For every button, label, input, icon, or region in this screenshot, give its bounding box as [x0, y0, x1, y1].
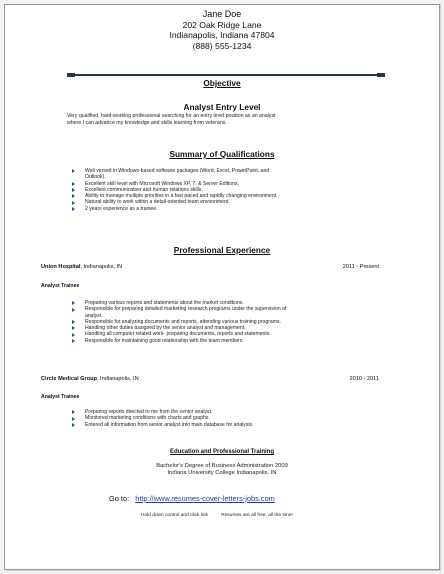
resume-site-link[interactable]: http://www.resumes-cover-letters-jobs.com: [135, 494, 275, 503]
list-item: Outlook).: [85, 174, 106, 181]
goto-label: Go to:: [109, 494, 130, 503]
company-name: Union Hospital: [41, 264, 81, 270]
job-title: Analyst Trainee: [41, 394, 80, 400]
objective-heading: Objective: [203, 78, 241, 88]
bullet-arrow-icon: [72, 207, 75, 211]
contact-header: [5, 9, 439, 51]
list-item: Ability to manage multiple priorities in a fast paced and rapidly changing environment.: [67, 193, 397, 199]
list-item: Responsible for maintaining good relationship with the team members.: [67, 338, 397, 344]
header-divider: [67, 74, 385, 76]
job-duties-list: [67, 409, 397, 428]
list-item: Handling all computer related work- preparing documents, reports and statements.: [67, 331, 397, 337]
bullet-arrow-icon: [72, 417, 75, 421]
bullet-arrow-icon: [72, 326, 75, 330]
job-dates: 2011 - Present: [342, 264, 379, 270]
bullet-arrow-icon: [72, 188, 75, 192]
job-location: , Indianapolis, IN: [96, 376, 139, 382]
summary-list: [67, 168, 397, 212]
degree: Bachelor's Degree of Business Administration 2009: [156, 463, 288, 469]
education-block: [5, 463, 439, 477]
resume-page: [4, 4, 440, 570]
list-item: analyst.: [85, 312, 103, 319]
list-item: Natural ability to work within a detail-oriented team environment.: [67, 199, 397, 205]
applicant-name: Jane Doe: [202, 9, 242, 19]
job-duties-list: [67, 300, 397, 344]
summary-heading: Summary of Qualifications: [169, 149, 275, 159]
job-location: , Indianapolis, IN: [80, 264, 123, 270]
bullet-arrow-icon: [72, 201, 75, 205]
bullet-arrow-icon: [72, 333, 75, 337]
list-item: Monitored marketing conditions with charts and graphs.: [67, 415, 397, 421]
goto-line: [109, 494, 275, 503]
list-item: Well versed in Windows-based software packages (Word, Excel, PowerPoint, and: [67, 168, 397, 174]
objective-text: Very qualified, hard-working professional searching for an entry level position as an analyst where I can advance my knowledge and skills learning from veterans.: [67, 113, 276, 126]
bullet-arrow-icon: [72, 410, 75, 414]
free-resumes-note: Resumes are all free, all the time!: [221, 513, 293, 518]
list-item: Excellent skill level with Microsoft Windows XP, 7, & Server Editions.: [67, 181, 397, 187]
bullet-arrow-icon: [72, 169, 75, 173]
bullet-arrow-icon: [72, 320, 75, 324]
phone-number: (888) 555-1234: [192, 40, 252, 51]
footer-hints: [141, 513, 293, 518]
job-title: Analyst Trainee: [41, 283, 80, 289]
experience-heading: Professional Experience: [173, 245, 271, 255]
list-item: Entered all information from senior analyst into main database for analysis.: [67, 422, 397, 428]
bullet-arrow-icon: [72, 194, 75, 198]
objective-title: Analyst Entry Level: [183, 102, 261, 112]
control-click-hint: Hold down control and click link: [141, 513, 208, 518]
bullet-arrow-icon: [72, 182, 75, 186]
bullet-arrow-icon: [72, 308, 75, 312]
bullet-arrow-icon: [72, 423, 75, 427]
bullet-arrow-icon: [72, 339, 75, 343]
school: Indiana University College Indianapolis, IN: [167, 470, 277, 476]
street-address: 202 Oak Ridge Lane: [182, 19, 262, 30]
list-item: Excellent communication and human relations skills.: [67, 187, 397, 193]
list-item: Responsible for preparing detailed marketing research programs under the supervision of: [67, 306, 397, 312]
list-item: Responsible for analyzing documents and reports, attending various training programs.: [67, 319, 397, 325]
city-state-zip: Indianapolis, Indiana 47804: [169, 30, 275, 40]
list-item: Handling other duties assigned by the senior analyst and management.: [67, 325, 397, 331]
bullet-arrow-icon: [72, 301, 75, 305]
job-header: [41, 264, 379, 270]
list-item: 2 years experience as a trainee.: [67, 206, 397, 212]
company-name: Circle Medical Group: [41, 376, 97, 382]
list-item: Preparing reports directed to me from the senior analyst.: [67, 409, 397, 415]
list-item: Preparing various reports and statements about the market conditions.: [67, 300, 397, 306]
job-header: [41, 376, 379, 382]
education-heading: Education and Professional Training: [169, 449, 274, 455]
job-dates: 2010 - 2011: [349, 376, 379, 382]
